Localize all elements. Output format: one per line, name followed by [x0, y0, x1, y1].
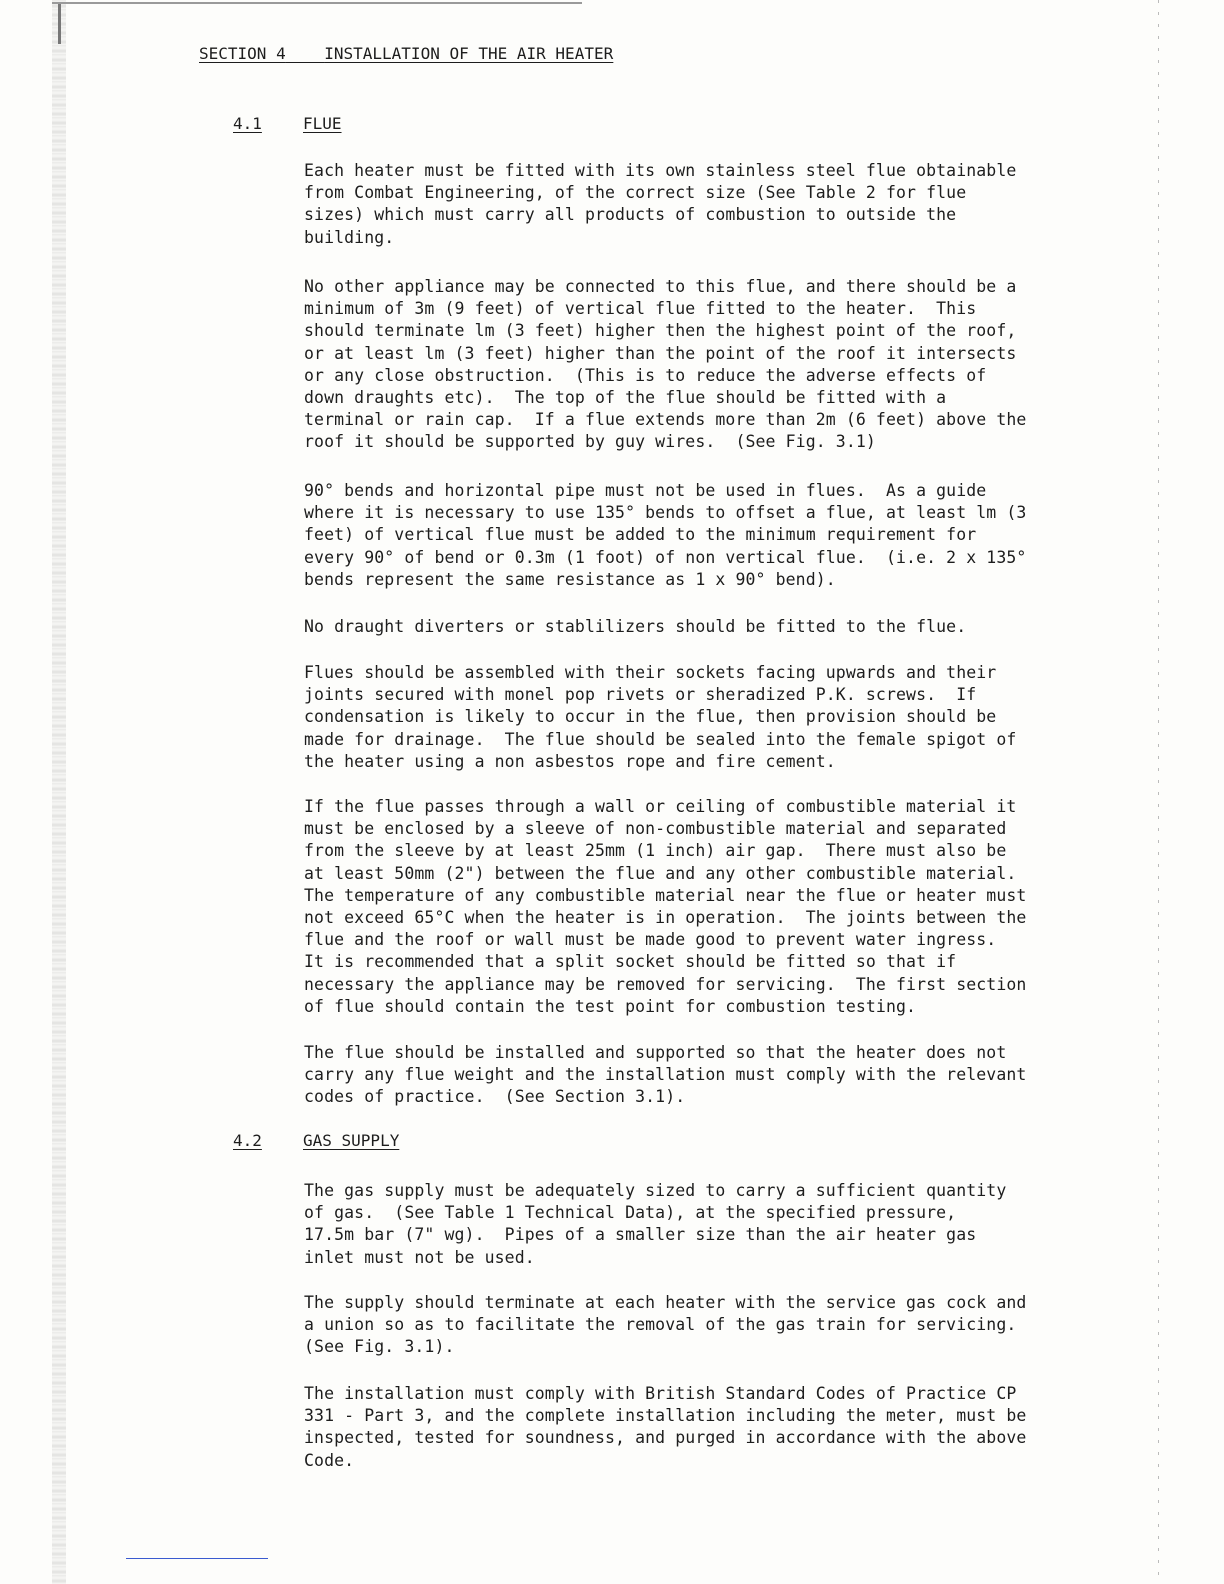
subsection-heading-gas-supply [233, 1131, 399, 1150]
scan-edge-right [1158, 0, 1159, 1584]
paragraph-flue-1: Each heater must be fitted with its own stainless steel flue obtainable from Combat Engineering, of the correct size (See Table 2 for flue sizes) which must carry all products of combustion to outside the building. [304, 161, 1017, 247]
subsection-number: 4.2 [233, 1131, 262, 1150]
section-header [199, 44, 613, 63]
scan-edge-left [52, 0, 66, 1584]
subsection-heading-flue [233, 114, 342, 133]
paragraph-gas-1: The gas supply must be adequately sized to carry a sufficient quantity of gas. (See Table 1 Technical Data), at the specified pressure, 17.5m bar (7" wg). Pipes of a smaller size than the air heater gas inlet must not be used. [304, 1181, 1007, 1267]
paragraph-flue-2: No other appliance may be connected to this flue, and there should be a minimum of 3m (9 feet) of vertical flue fitted to the heater. This should terminate lm (3 feet) higher then the highest point of the roof, or at least lm (3 feet) higher than the point of the roof it intersects or any close obstruction. (This is to reduce the adverse effects of down draughts etc). The top of the flue should be fitted with a terminal or rain cap. If a flue extends more than 2m (6 feet) above the roof it should be supported by guy wires. (See Fig. 3.1) [304, 277, 1027, 452]
paragraph-flue-4: No draught diverters or stablilizers should be fitted to the flue. [304, 617, 967, 636]
footer-rule [126, 1558, 268, 1559]
paragraph-flue-3: 90° bends and horizontal pipe must not be used in flues. As a guide where it is necessary to use 135° bends to offset a flue, at least lm (3 feet) of vertical flue must be added to the minimum requirement for every 90° of bend or 0.3m (1 foot) of non vertical flue. (i.e. 2 x 135° bends represent the same resistance as 1 x 90° bend). [304, 481, 1027, 589]
paragraph-flue-6: If the flue passes through a wall or ceiling of combustible material it must be enclosed by a sleeve of non-combustible material and separated from the sleeve by at least 25mm (1 inch) air gap. There must also be at least 50mm (2") between the flue and any other combustible material. The temperature of any combustible material near the flue or heater must not exceed 65°C when the heater is in operation. The joints between the flue and the roof or wall must be made good to prevent water ingress. It is recommended that a split socket should be fitted so that if necessary the appliance may be removed for servicing. The first section of flue should contain the test point for combustion testing. [304, 797, 1027, 1016]
scan-corner-mark [58, 4, 61, 44]
section-number: SECTION 4 [199, 44, 286, 63]
paragraph-gas-2: The supply should terminate at each heater with the service gas cock and a union so as to facilitate the removal of the gas train for servicing. (See Fig. 3.1). [304, 1293, 1027, 1357]
subsection-title: FLUE [303, 114, 342, 133]
paragraph-gas-3: The installation must comply with British Standard Codes of Practice CP 331 - Part 3, and the complete installation including the meter, must be inspected, tested for soundness, and purged in accordance with the above Code. [304, 1384, 1027, 1470]
subsection-title: GAS SUPPLY [303, 1131, 400, 1150]
subsection-number: 4.1 [233, 114, 262, 133]
section-title: INSTALLATION OF THE AIR HEATER [324, 44, 614, 63]
paragraph-flue-7: The flue should be installed and supported so that the heater does not carry any flue weight and the installation must comply with the relevant codes of practice. (See Section 3.1). [304, 1043, 1027, 1107]
paragraph-flue-5: Flues should be assembled with their sockets facing upwards and their joints secured with monel pop rivets or sheradized P.K. screws. If condensation is likely to occur in the flue, then provision should be made for drainage. The flue should be sealed into the female spigot of the heater using a non asbestos rope and fire cement. [304, 663, 1017, 771]
scan-edge-top [52, 2, 582, 4]
